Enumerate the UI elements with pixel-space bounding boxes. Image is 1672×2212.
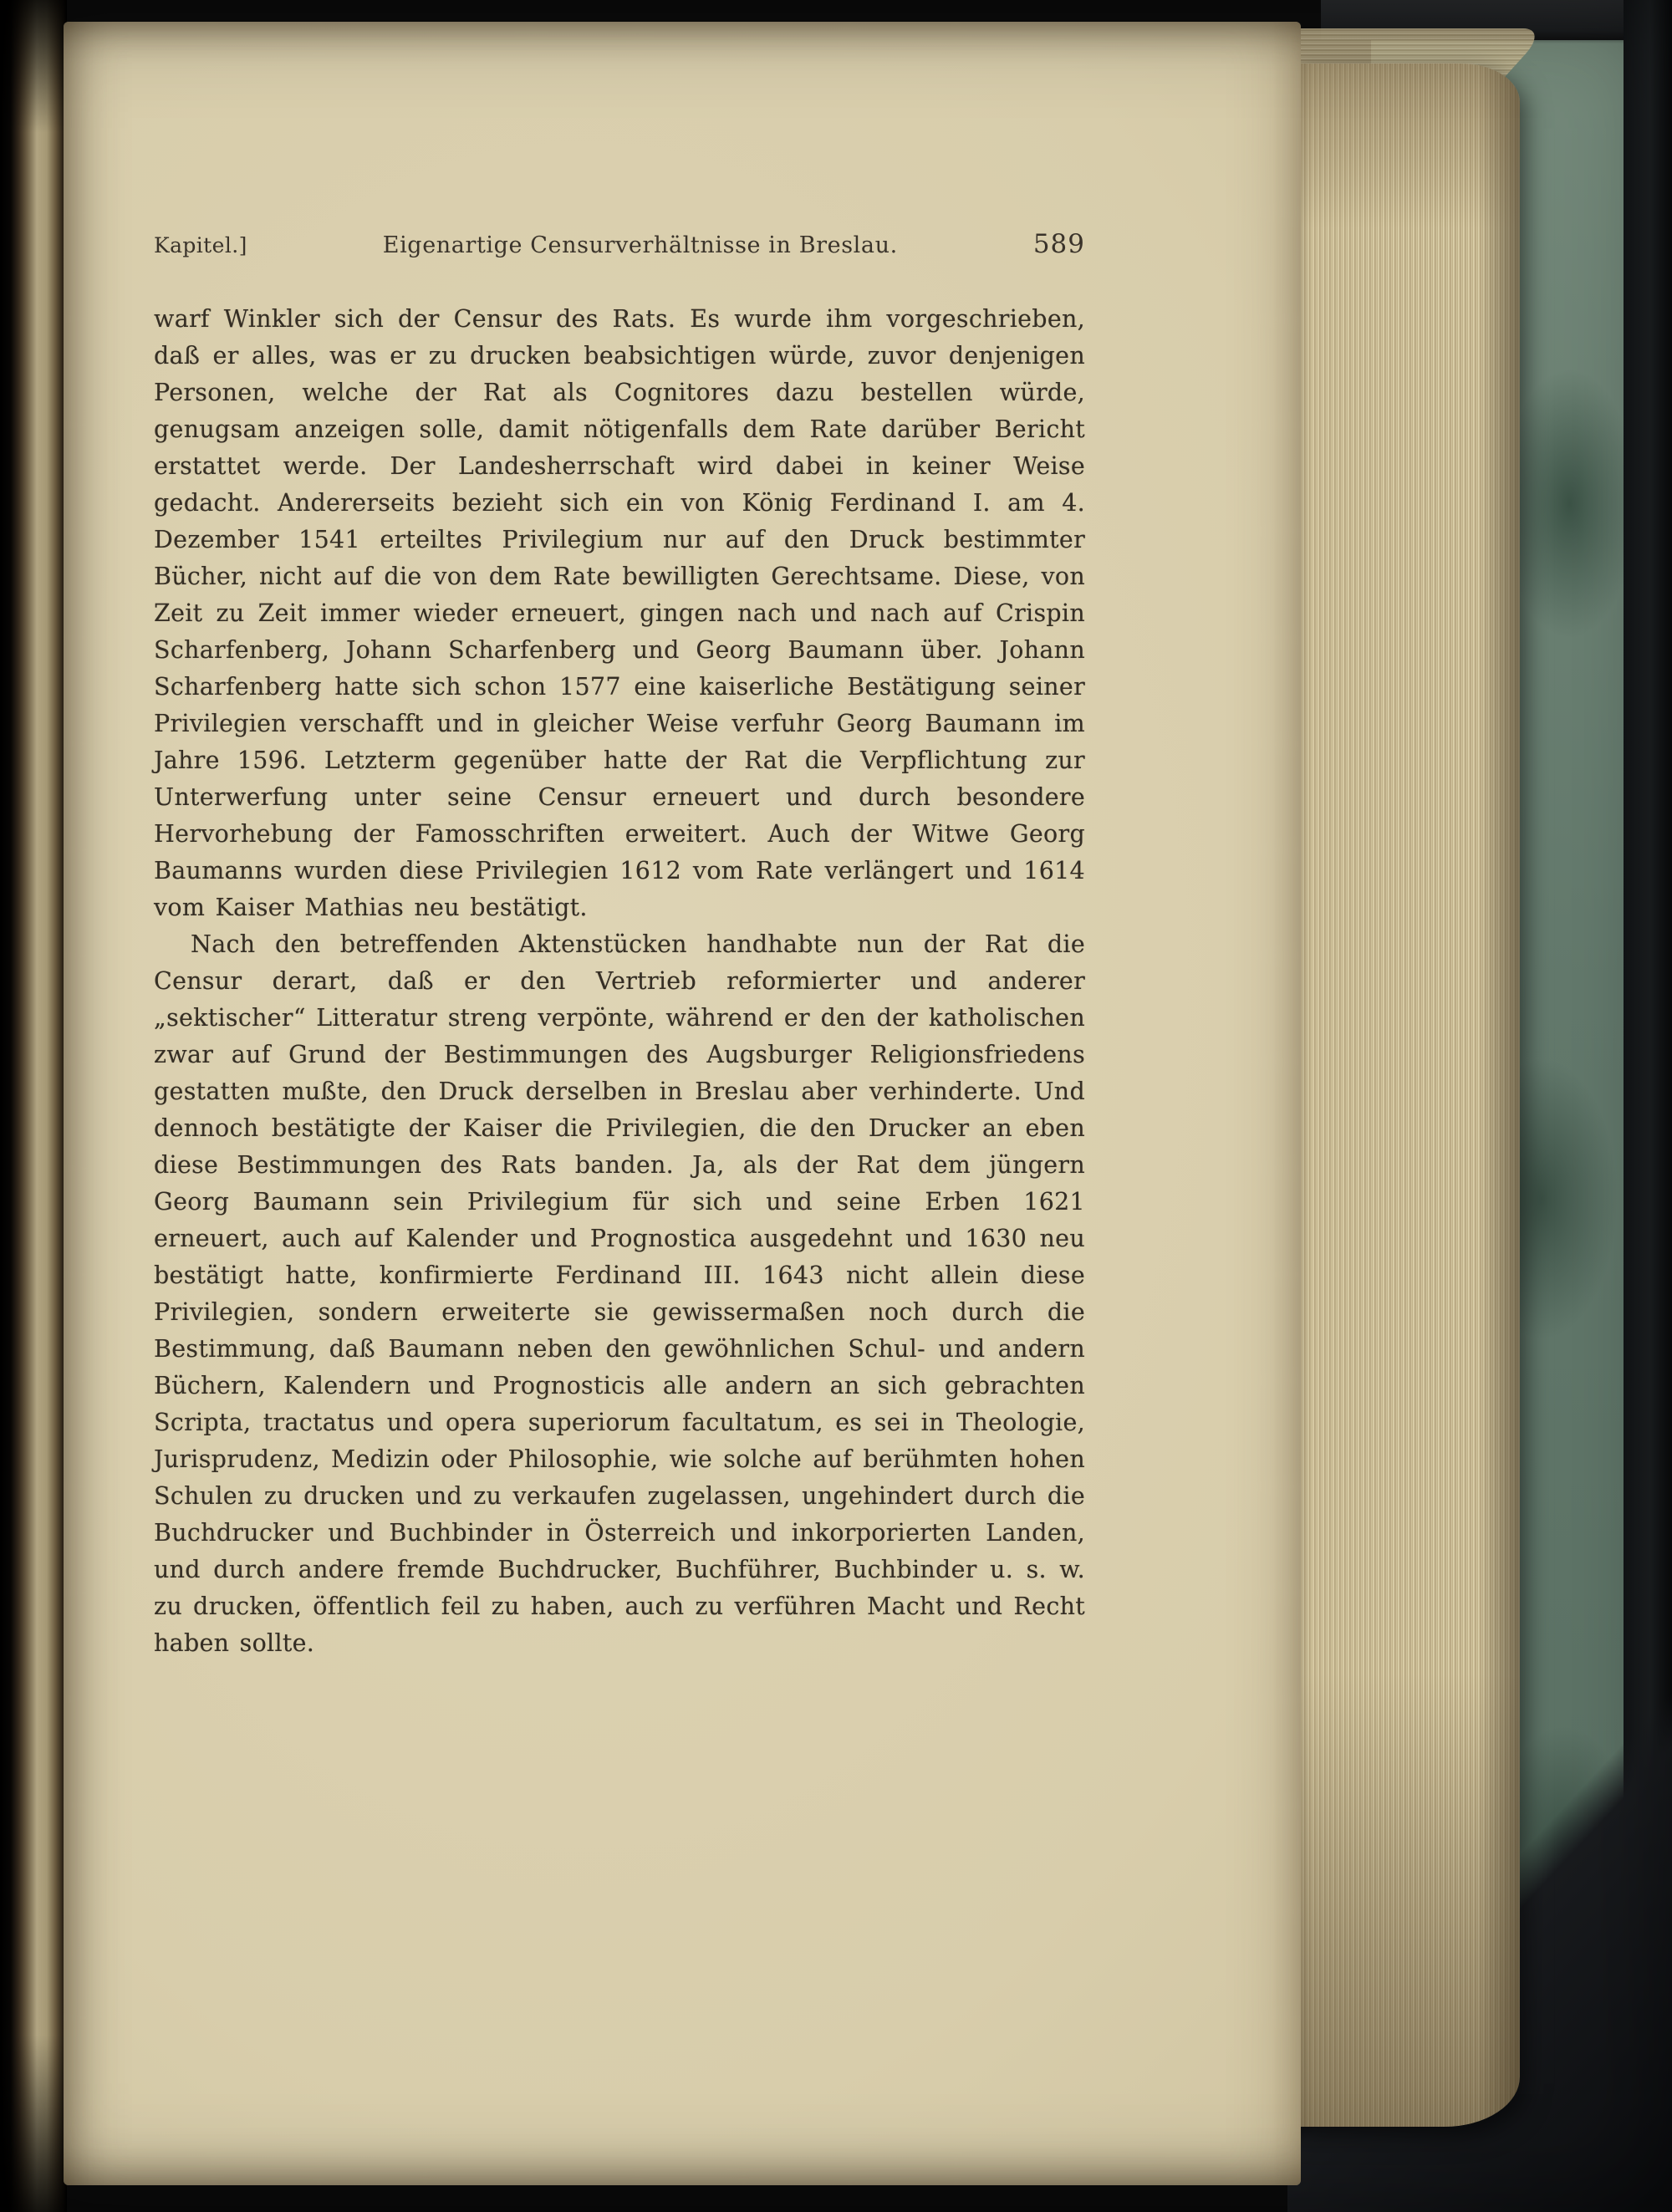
header-chapter-label: Kapitel.] <box>154 233 247 257</box>
body-text <box>154 301 1085 1662</box>
running-header <box>154 229 1085 259</box>
fore-edge-page-stack <box>1287 64 1520 2127</box>
paragraph: Nach den betreffenden Aktenstücken handhabte nun der Rat die Censur derart, daß er den Vertrieb reformierter und anderer „sektischer“ Litteratur streng verpönte, während er den der katholischen zwar auf Grund der Bestimmungen des Augsburger Religionsfriedens gestatten mußte, den Druck derselben in Breslau aber verhinderte. Und dennoch bestätigte der Kaiser die Privilegien, die den Drucker an eben diese Bestimmungen des Rats banden. Ja, als der Rat dem jüngern Georg Baumann sein Privilegium für sich und seine Erben 1621 erneuert, auch auf Kalender und Prognostica ausgedehnt und 1630 neu bestätigt hatte, konfirmierte Ferdinand III. 1643 nicht allein diese Privilegien, sondern erweiterte sie gewissermaßen noch durch die Bestimmung, daß Baumann neben den gewöhnlichen Schul- und andern Büchern, Kalendern und Prognosticis alle andern an sich gebrachten Scripta, tractatus und opera superiorum facultatum, es sei in Theologie, Jurisprudenz, Medizin oder Philosophie, wie solche auf berühmten hohen Schulen zu drucken und zu verkaufen zugelassen, ungehindert durch die Buchdrucker und Buchbinder in Österreich und inkorporierten Landen, und durch andere fremde Buchdrucker, Buchführer, Buchbinder u. s. w. zu drucken, öffentlich feil zu haben, auch zu verführen Macht und Recht haben sollte. <box>154 930 1085 1657</box>
header-page-number: 589 <box>1032 229 1085 259</box>
gutter-page-edges <box>0 0 67 2212</box>
text-block <box>154 229 1085 1662</box>
book-page <box>64 22 1301 2185</box>
paragraph: warf Winkler sich der Censur des Rats. Es wurde ihm vorgeschrieben, daß er alles, was er zu drucken beabsichtigen würde, zuvor denjenigen Personen, welche der Rat als Cognitores dazu bestellen würde, genugsam anzeigen solle, damit nötigenfalls dem Rate darüber Bericht erstattet werde. Der Landesherrschaft wird dabei in keiner Weise gedacht. Andererseits bezieht sich ein von König Ferdinand I. am 4. Dezember 1541 erteiltes Privilegium nur auf den Druck bestimmter Bücher, nicht auf die von dem Rate bewilligten Gerechtsame. Diese, von Zeit zu Zeit immer wieder erneuert, gingen nach und nach auf Crispin Scharfenberg, Johann Scharfenberg und Georg Baumann über. Johann Scharfenberg hatte sich schon 1577 eine kaiserliche Bestätigung seiner Privilegien verschafft und in gleicher Weise verfuhr Georg Baumann im Jahre 1596. Letzterm gegenüber hatte der Rat die Verpflichtung zur Unterwerfung unter seine Censur erneuert und durch besondere Hervorhebung der Famosschriften erweitert. Auch der Witwe Georg Baumanns wurden diese Privilegien 1612 vom Rate verlängert und 1614 vom Kaiser Mathias neu bestätigt. <box>154 305 1085 921</box>
header-running-title: Eigenartige Censurverhältnisse in Breslau. <box>382 232 898 258</box>
